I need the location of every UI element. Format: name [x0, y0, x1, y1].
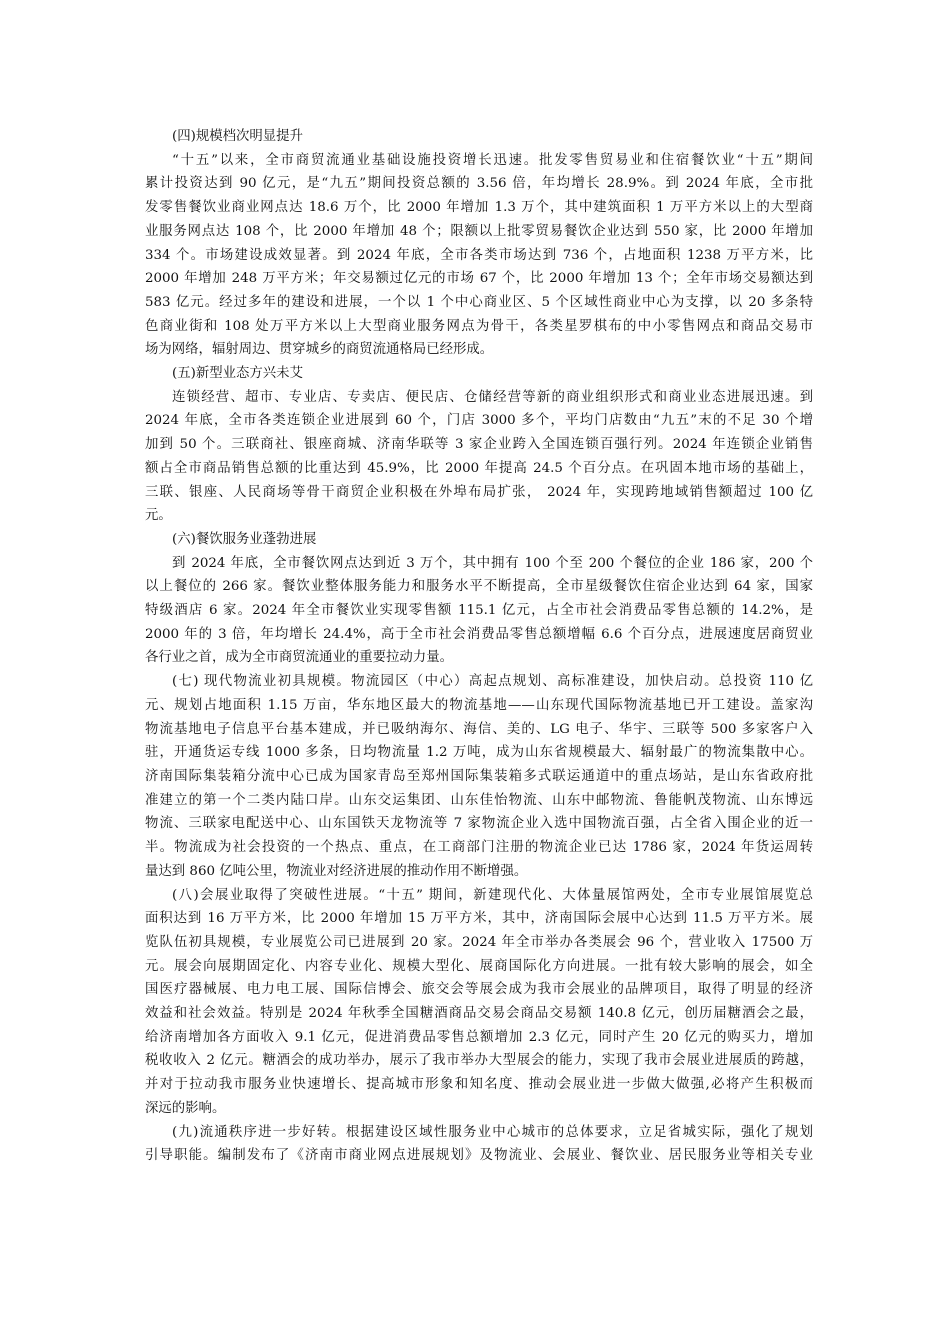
text-line: 连锁经营、超市、专业店、专卖店、便民店、仓储经营等新的商业组织形式和商业业态进展迅速。到 — [172, 389, 813, 405]
text-line: 额占全市商品销售总额的比重达到 45.9%，比 2000 年提高 24.5 个百分点。在巩固本地市场的基础上， — [145, 460, 813, 476]
text-line: 元、规划占地面积 1.15 万亩，华东地区最大的物流基地——山东现代国际物流基地已开工建设。盖家沟 — [145, 697, 813, 713]
text-line: 览队伍初具规模，专业展览公司已进展到 20 家。2024 年全市举办各类展会 96 个，营业收入 17500 万 — [145, 934, 813, 950]
text-line: 驻，开通货运专线 1000 多条，日均物流量 1.2 万吨，成为山东省规模最大、辐射最广的物流集散中心。 — [145, 745, 813, 761]
text-line: 半。物流成为社会投资的一个热点、重点，在工商部门注册的物流企业已达 1786 家，2024 年货运周转 — [145, 840, 813, 856]
text-line: (九)流通秩序进一步好转。根据建设区域性服务业中心城市的总体要求，立足省城实际，强化了规划 — [172, 1124, 813, 1140]
text-line: (七) 现代物流业初具规模。物流园区（中心）高起点规划、高标准建设，加快启动。总投资 110 亿 — [172, 674, 813, 690]
document-page — [145, 125, 813, 1168]
text-line: 各行业之首，成为全市商贸流通业的重要拉动力量。 — [145, 650, 453, 666]
text-line: 累计投资达到 90 亿元，是“九五”期间投资总额的 3.56 倍，年均增长 28.9%。到 2024 年底，全市批 — [145, 176, 813, 192]
text-line: 元。展会向展期固定化、内容专业化、规模大型化、展商国际化方向进展。一批有较大影响的展会，如全 — [145, 958, 813, 974]
text-line: 以上餐位的 266 家。餐饮业整体服务能力和服务水平不断提高，全市星级餐饮住宿企业达到 64 家，国家 — [145, 579, 813, 595]
paragraph — [145, 552, 813, 671]
text-line: 2024 年底，全市各类连锁企业进展到 60 个，门店 3000 多个，平均门店数由“九五”末的不足 30 个增 — [145, 413, 813, 429]
text-line: 引导职能。编制发布了《济南市商业网点进展规划》及物流业、会展业、餐饮业、居民服务业等相关专业 — [145, 1148, 813, 1164]
text-line: 效益和社会效益。特别是 2024 年秋季全国糖酒商品交易会商品交易额 140.8 亿元，创历届糖酒会之最， — [145, 1006, 813, 1022]
text-line: 业服务网点达 108 个，比 2000 年增加 48 个；限额以上批零贸易餐饮企业达到 550 家，比 2000 年增加 — [145, 223, 813, 239]
text-line: 面积达到 16 万平方米，比 2000 年增加 15 万平方米，其中，济南国际会展中心达到 11.5 万平方米。展 — [145, 911, 813, 927]
text-line: 发零售餐饮业商业网点达 18.6 万个，比 2000 年增加 1.3 万个，其中建筑面积 1 万平方米以上的大型商 — [145, 200, 813, 216]
text-line: 物流基地电子信息平台基本建成，并已吸纳海尔、海信、美的、LG 电子、华宇、三联等 500 多家客户入 — [145, 721, 813, 737]
text-line: 深远的影响。 — [145, 1100, 226, 1116]
text-line: 税收收入 2 亿元。糖酒会的成功举办，展示了我市举办大型展会的能力，实现了我市会展业进展质的跨越， — [145, 1053, 813, 1069]
text-line: 2000 年增加 248 万平方米；年交易额过亿元的市场 67 个，比 2000 年增加 13 个；全年市场交易额达到 — [145, 271, 813, 287]
text-line: 加到 50 个。三联商社、银座商城、济南华联等 3 家企业跨入全国连锁百强行列。2024 年连锁企业销售 — [145, 437, 813, 453]
text-line: 三联、银座、人民商场等骨干商贸企业积极在外埠布局扩张， 2024 年，实现跨地域销售额超过 100 亿 — [145, 484, 813, 500]
text-line: 场为网络，辐射周边、贯穿城乡的商贸流通格局已经形成。 — [145, 342, 494, 358]
text-line: 元。 — [145, 508, 172, 524]
text-line: 334 个。市场建设成效显著。到 2024 年底，全市各类市场达到 736 个，占地面积 1238 万平方米，比 — [145, 247, 813, 263]
text-line: 物流、三联家电配送中心、山东国铁天龙物流等 7 家物流企业入选中国物流百强，占全省入围企业的近一 — [145, 816, 813, 832]
text-line: 济南国际集装箱分流中心已成为国家青岛至郑州国际集装箱多式联运通道中的重点场站，是山东省政府批 — [145, 768, 813, 784]
paragraph — [145, 884, 813, 1121]
text-line: 量达到 860 亿吨公里，物流业对经济进展的推动作用不断增强。 — [145, 863, 528, 879]
text-line: 准建立的第一个二类内陆口岸。山东交运集团、山东佳怡物流、山东中邮物流、鲁能帆茂物流、山东博远 — [145, 792, 813, 808]
text-line: 并对于拉动我市服务业快速增长、提高城市形象和知名度、推动会展业进一步做大做强,必将产生积极而 — [145, 1077, 813, 1093]
text-line: 特级酒店 6 家。2024 年全市餐饮业实现零售额 115.1 亿元，占全市社会消费品零售总额的 14.2%，是 — [145, 603, 813, 619]
text-line: 给济南增加各方面收入 9.1 亿元，促进消费品零售总额增加 2.3 亿元，同时产生 20 亿元的购买力，增加 — [145, 1029, 813, 1045]
text-line: “十五”以来，全市商贸流通业基础设施投资增长迅速。批发零售贸易业和住宿餐饮业“十五”期间 — [172, 152, 813, 168]
text-line: 583 亿元。经过多年的建设和进展，一个以 1 个中心商业区、5 个区域性商业中心为支撑，以 20 多条特 — [145, 294, 813, 310]
text-line: 2000 年的 3 倍，年均增长 24.4%，高于全市社会消费品零售总额增幅 6.6 个百分点，进展速度居商贸业 — [145, 626, 813, 642]
paragraph — [145, 670, 813, 883]
paragraph — [145, 1121, 813, 1168]
text-line: (八)会展业取得了突破性进展。“十五” 期间，新建现代化、大体量展馆两处，全市专业展馆展览总 — [172, 887, 813, 903]
section-heading: (六)餐饮服务业蓬勃进展 — [172, 531, 317, 547]
paragraph — [145, 149, 813, 362]
paragraph — [145, 386, 813, 528]
section-heading: (五)新型业态方兴未艾 — [172, 366, 303, 382]
text-line: 色商业街和 108 处万平方米以上大型商业服务网点为骨干，各类星罗棋布的中小零售网点和商品交易市 — [145, 318, 813, 334]
section-heading: (四)规模档次明显提升 — [172, 129, 303, 144]
text-line: 到 2024 年底，全市餐饮网点达到近 3 万个，其中拥有 100 个至 200 个餐位的企业 186 家，200 个 — [172, 555, 813, 571]
text-line: 国医疗器械展、电力电工展、国际信博会、旅交会等展会成为我市会展业的品牌项目，取得了明显的经济 — [145, 982, 813, 998]
